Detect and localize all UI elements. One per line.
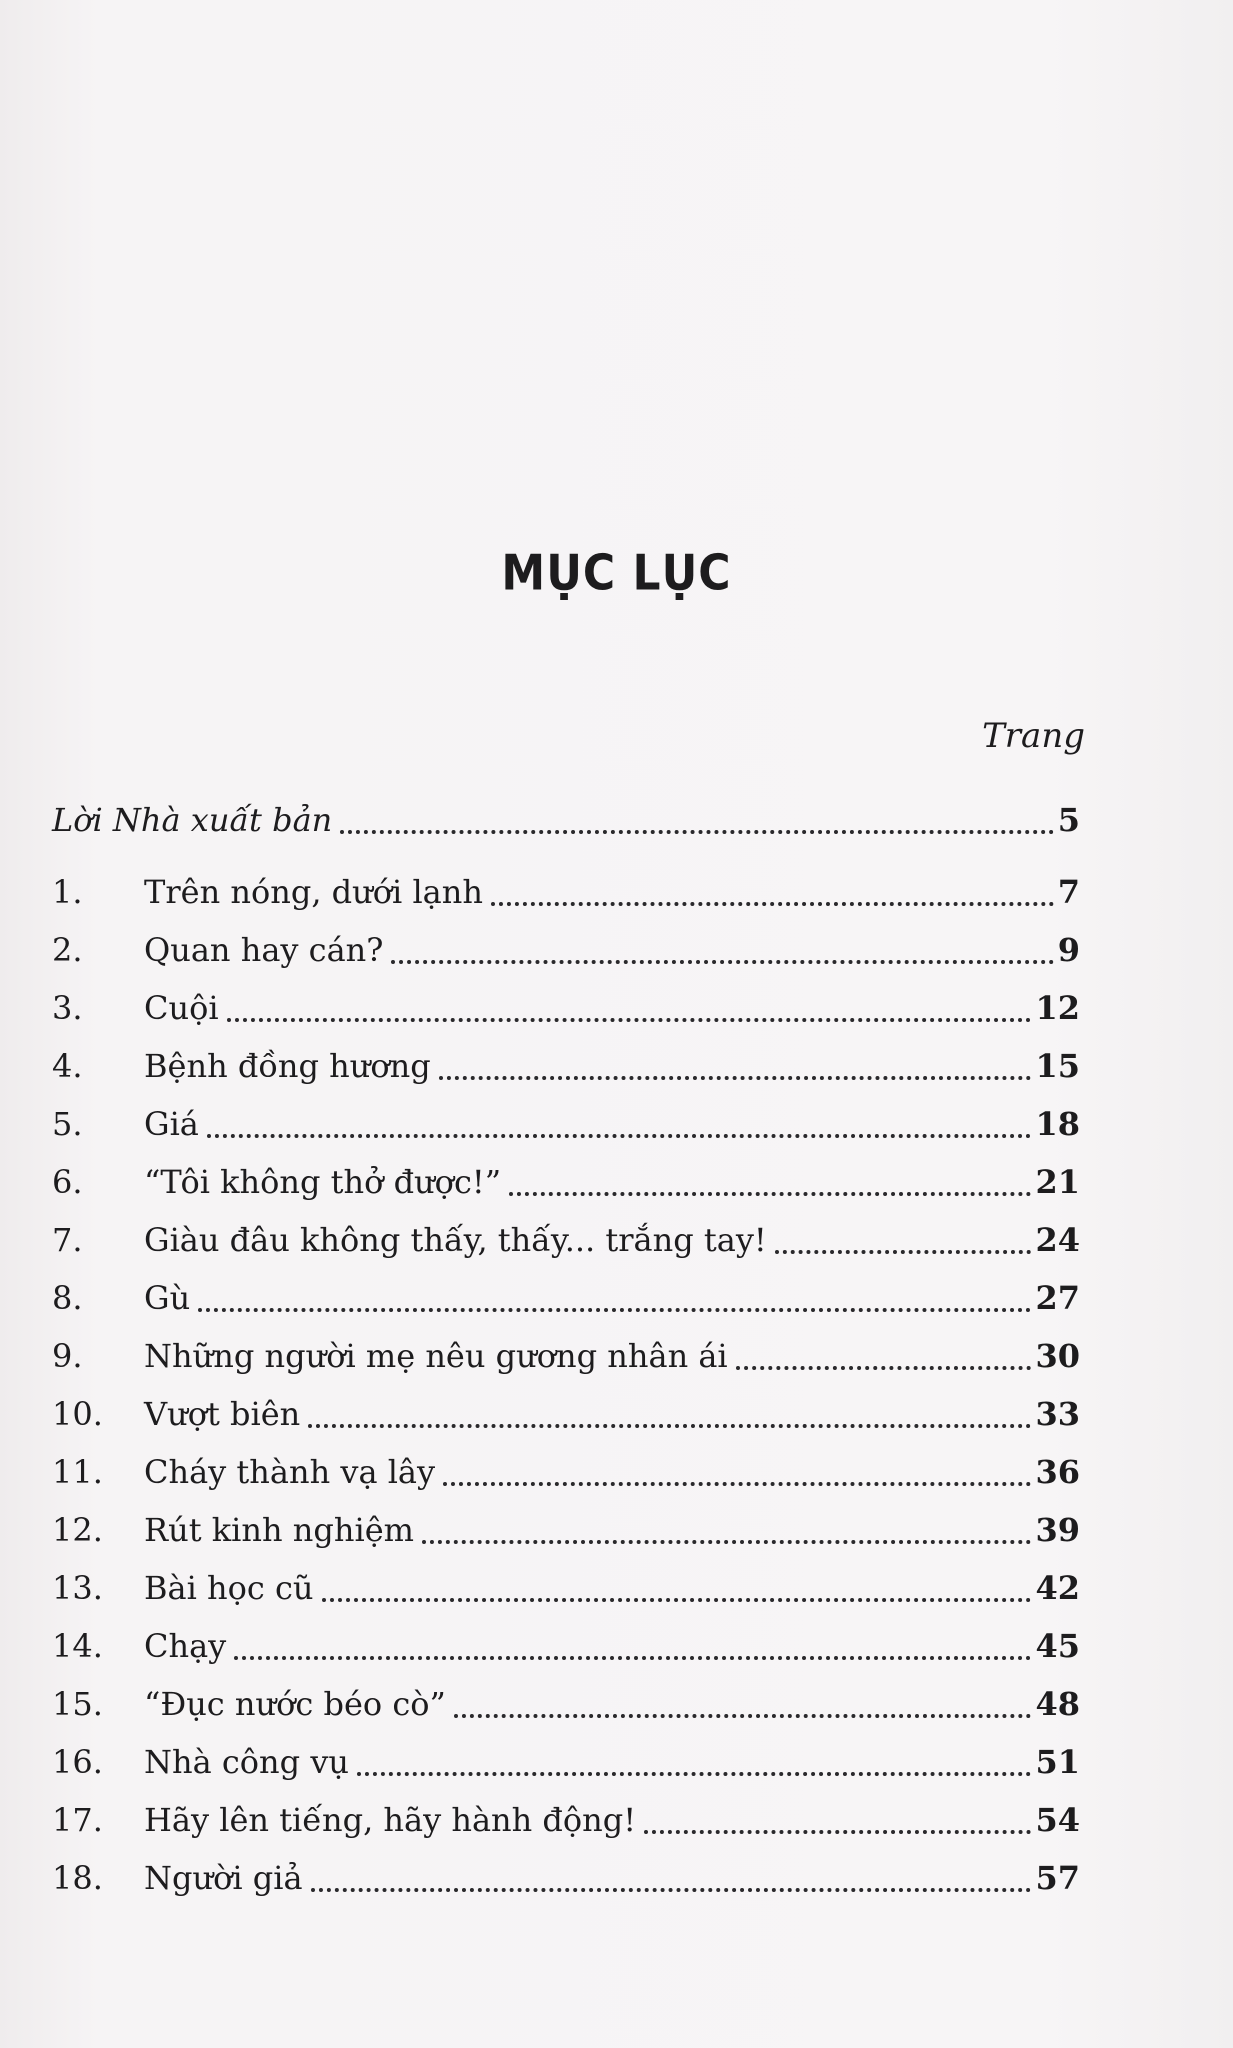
toc-row <box>52 1162 1080 1206</box>
dot-leader <box>491 902 1054 906</box>
toc-row <box>52 1684 1080 1728</box>
dot-leader <box>311 1888 1032 1892</box>
toc-number: 1. <box>52 873 83 911</box>
toc-title: Cuội <box>144 989 219 1027</box>
toc-title: Bệnh đồng hương <box>144 1047 431 1085</box>
toc-number: 7. <box>52 1221 83 1259</box>
toc-row <box>52 1046 1080 1090</box>
toc-number: 17. <box>52 1801 103 1839</box>
toc-title: Giàu đâu không thấy, thấy... trắng tay! <box>144 1221 767 1259</box>
toc-row <box>52 1336 1080 1380</box>
toc-number: 6. <box>52 1163 83 1201</box>
page-title: MỤC LỤC <box>501 544 732 603</box>
dot-leader <box>454 1714 1032 1718</box>
dot-leader <box>644 1830 1031 1834</box>
dot-leader <box>234 1656 1031 1660</box>
toc-row <box>52 1510 1080 1554</box>
toc-number: 16. <box>52 1743 103 1781</box>
toc-title: Cháy thành vạ lây <box>144 1453 436 1491</box>
toc-page-number: 24 <box>1035 1221 1080 1259</box>
toc-page-number: 7 <box>1057 873 1080 911</box>
toc-page-number: 21 <box>1035 1163 1080 1201</box>
dot-leader <box>207 1134 1032 1138</box>
dot-leader <box>322 1598 1032 1602</box>
dot-leader <box>736 1366 1032 1370</box>
toc-number: 8. <box>52 1279 83 1317</box>
toc-row <box>52 1742 1080 1786</box>
toc-page-number: 5 <box>1057 801 1080 839</box>
dot-leader <box>443 1482 1031 1486</box>
toc-row <box>52 1858 1080 1902</box>
toc-number: 3. <box>52 989 83 1027</box>
toc-page-number: 33 <box>1035 1395 1080 1433</box>
toc-number: 4. <box>52 1047 83 1085</box>
toc-row <box>52 1278 1080 1322</box>
toc-page-number: 36 <box>1035 1453 1080 1491</box>
toc-row <box>52 1104 1080 1148</box>
toc-title: Hãy lên tiếng, hãy hành động! <box>144 1801 637 1839</box>
page-column-label: Trang <box>982 716 1085 756</box>
toc-number: 13. <box>52 1569 103 1607</box>
toc-title: Những người mẹ nêu gương nhân ái <box>144 1337 728 1375</box>
toc-title: Trên nóng, dưới lạnh <box>144 873 483 911</box>
toc-row <box>52 988 1080 1032</box>
toc-title: Bài học cũ <box>144 1569 314 1607</box>
toc-page-number: 12 <box>1035 989 1080 1027</box>
toc-title: Nhà công vụ <box>144 1743 349 1781</box>
toc-title: Người giả <box>144 1859 303 1897</box>
toc-number: 9. <box>52 1337 83 1375</box>
toc-number: 14. <box>52 1627 103 1665</box>
toc-number: 5. <box>52 1105 83 1143</box>
toc-page-number: 27 <box>1035 1279 1080 1317</box>
toc-row-preface <box>52 800 1080 844</box>
dot-leader <box>439 1076 1032 1080</box>
toc-page-number: 39 <box>1035 1511 1080 1549</box>
toc-title: Rút kinh nghiệm <box>144 1511 414 1549</box>
toc-page-number: 51 <box>1035 1743 1080 1781</box>
toc-title: Vượt biên <box>144 1395 301 1433</box>
toc-page-number: 54 <box>1035 1801 1080 1839</box>
toc-number: 10. <box>52 1395 103 1433</box>
toc-page-number: 15 <box>1035 1047 1080 1085</box>
dot-leader <box>422 1540 1032 1544</box>
dot-leader <box>391 960 1053 964</box>
dot-leader <box>227 1018 1032 1022</box>
toc-title: Lời Nhà xuất bản <box>52 801 333 839</box>
dot-leader <box>198 1308 1031 1312</box>
dot-leader <box>340 830 1053 834</box>
toc-row <box>52 872 1080 916</box>
toc-title: “Tôi không thở được!” <box>144 1163 502 1201</box>
toc-page-number: 18 <box>1035 1105 1080 1143</box>
toc-row <box>52 1626 1080 1670</box>
toc-title: “Đục nước béo cò” <box>144 1685 446 1723</box>
toc-title: Chạy <box>144 1627 227 1665</box>
toc-title: Quan hay cán? <box>144 931 384 969</box>
toc-title: Gù <box>144 1279 191 1317</box>
toc-page-number: 42 <box>1035 1569 1080 1607</box>
dot-leader <box>357 1772 1031 1776</box>
dot-leader <box>509 1192 1031 1196</box>
toc-row <box>52 1452 1080 1496</box>
toc-row <box>52 1394 1080 1438</box>
toc-number: 18. <box>52 1859 103 1897</box>
toc-row <box>52 930 1080 974</box>
toc-number: 2. <box>52 931 83 969</box>
toc-row <box>52 1568 1080 1612</box>
toc-page-number: 9 <box>1057 931 1080 969</box>
toc-page-number: 48 <box>1035 1685 1080 1723</box>
toc-page-number: 45 <box>1035 1627 1080 1665</box>
toc-row <box>52 1220 1080 1264</box>
toc-number: 12. <box>52 1511 103 1549</box>
toc-number: 11. <box>52 1453 103 1491</box>
dot-leader <box>308 1424 1031 1428</box>
dot-leader <box>775 1250 1032 1254</box>
toc-number: 15. <box>52 1685 103 1723</box>
toc-row <box>52 1800 1080 1844</box>
toc-page-number: 30 <box>1035 1337 1080 1375</box>
toc-page-number: 57 <box>1035 1859 1080 1897</box>
toc-title: Giá <box>144 1105 199 1143</box>
